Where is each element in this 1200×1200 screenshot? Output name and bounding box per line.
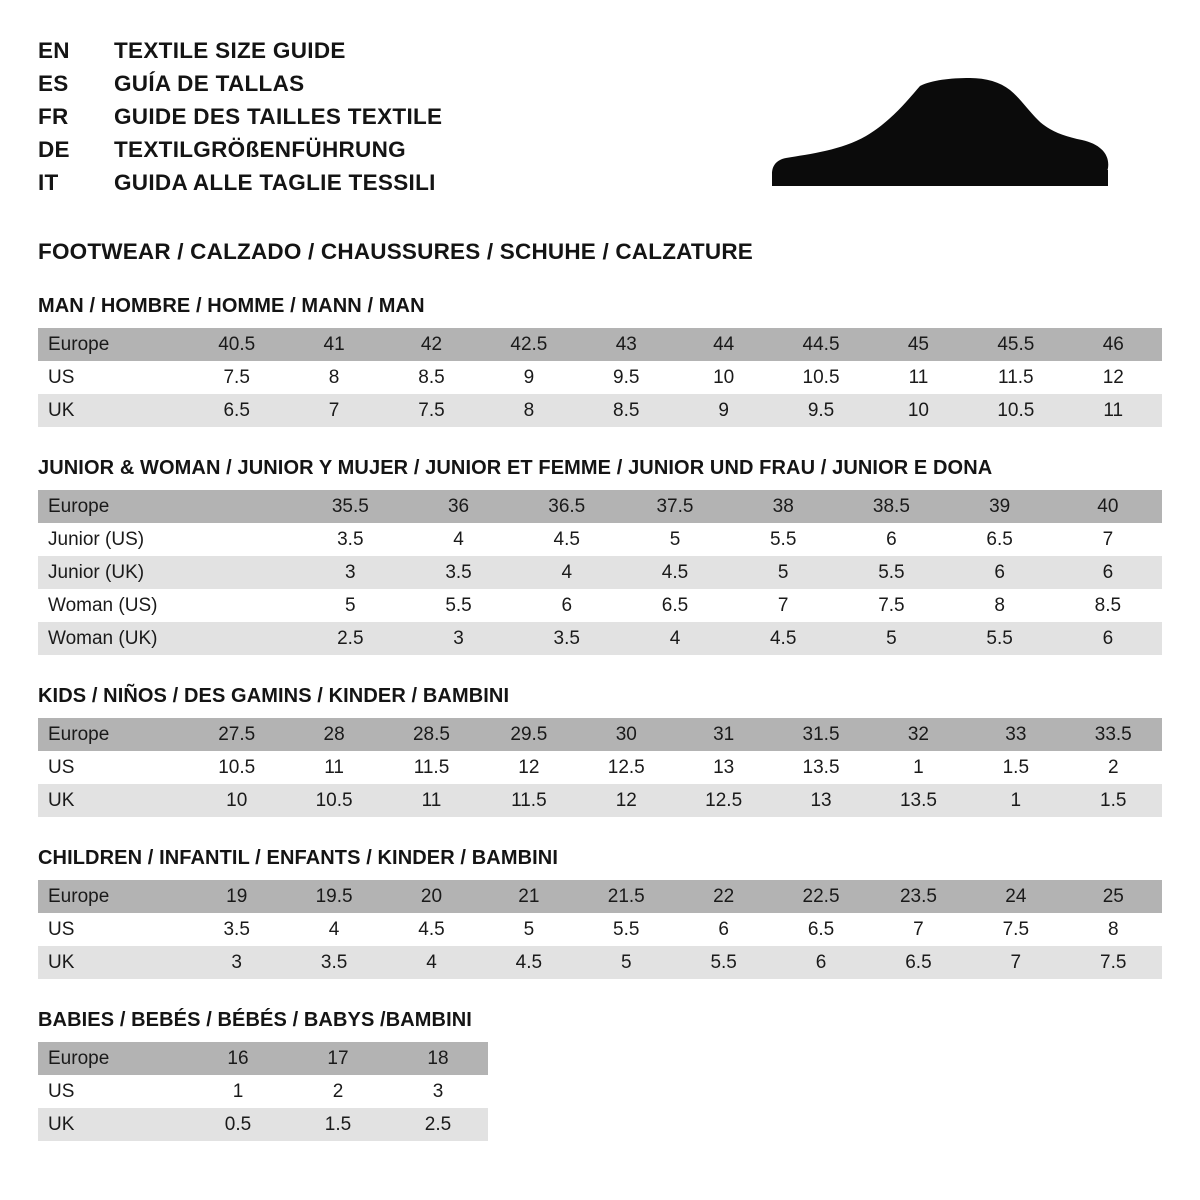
cell: 1	[188, 1075, 288, 1108]
cell: 3.5	[513, 622, 621, 655]
cell: 7.5	[383, 394, 480, 427]
cell: 6	[772, 946, 869, 979]
cell: 6	[837, 523, 945, 556]
cell: 9	[480, 361, 577, 394]
cell: 5	[296, 589, 404, 622]
section-title: CHILDREN / INFANTIL / ENFANTS / KINDER / BAMBINI	[38, 847, 558, 869]
language-code: ES	[38, 71, 69, 96]
cell: 42.5	[480, 328, 577, 361]
cell: 4.5	[621, 556, 729, 589]
language-row	[38, 34, 442, 67]
cell: 37.5	[621, 490, 729, 523]
table-row	[38, 913, 1162, 946]
section-babies	[38, 1009, 1162, 1141]
cell: 2	[288, 1075, 388, 1108]
cell: 4.5	[729, 622, 837, 655]
language-code: IT	[38, 170, 59, 195]
table-row	[38, 1075, 488, 1108]
cell	[188, 523, 296, 556]
table-row	[38, 523, 1162, 556]
cell: 38	[729, 490, 837, 523]
cell: 17	[288, 1042, 388, 1075]
cell: 3	[188, 946, 285, 979]
cell: 4	[404, 523, 512, 556]
cell: 3.5	[404, 556, 512, 589]
row-label: Woman (UK)	[38, 622, 188, 655]
cell: 9	[675, 394, 772, 427]
cell: 10	[870, 394, 967, 427]
cell: 11.5	[967, 361, 1064, 394]
language-title: GUIDA ALLE TAGLIE TESSILI	[114, 170, 436, 195]
cell: 4	[383, 946, 480, 979]
language-title: TEXTILGRÖßENFÜHRUNG	[114, 137, 406, 162]
cell: 24	[967, 880, 1064, 913]
cell: 31	[675, 718, 772, 751]
cell: 6.5	[772, 913, 869, 946]
cell: 7	[870, 913, 967, 946]
row-label: Europe	[38, 880, 188, 913]
cell: 5	[621, 523, 729, 556]
cell: 7.5	[1065, 946, 1162, 979]
table-row	[38, 622, 1162, 655]
cell: 12.5	[675, 784, 772, 817]
cell: 0.5	[188, 1108, 288, 1141]
dress-shoe-icon	[770, 78, 1110, 203]
language-title: TEXTILE SIZE GUIDE	[114, 38, 346, 63]
cell: 38.5	[837, 490, 945, 523]
language-code: FR	[38, 104, 69, 129]
cell: 31.5	[772, 718, 869, 751]
row-label: Europe	[38, 718, 188, 751]
cell: 1.5	[1065, 784, 1162, 817]
cell: 10	[675, 361, 772, 394]
cell: 3	[388, 1075, 488, 1108]
cell: 19	[188, 880, 285, 913]
cell: 41	[285, 328, 382, 361]
cell: 12.5	[578, 751, 675, 784]
cell: 27.5	[188, 718, 285, 751]
cell: 13	[772, 784, 869, 817]
cell: 10	[188, 784, 285, 817]
cell: 3	[296, 556, 404, 589]
cell: 12	[480, 751, 577, 784]
row-label: US	[38, 361, 188, 394]
row-label: US	[38, 751, 188, 784]
cell: 19.5	[285, 880, 382, 913]
cell: 7	[1054, 523, 1162, 556]
cell: 36	[404, 490, 512, 523]
cell: 10.5	[967, 394, 1064, 427]
row-label: US	[38, 913, 188, 946]
cell: 2	[1065, 751, 1162, 784]
cell: 44	[675, 328, 772, 361]
cell: 23.5	[870, 880, 967, 913]
cell	[188, 622, 296, 655]
size-table-man	[38, 328, 1162, 427]
cell: 4	[621, 622, 729, 655]
cell: 3.5	[188, 913, 285, 946]
cell: 4.5	[513, 523, 621, 556]
cell: 11	[383, 784, 480, 817]
cell: 4	[285, 913, 382, 946]
table-row	[38, 1042, 488, 1075]
cell: 40.5	[188, 328, 285, 361]
cell: 1	[967, 784, 1064, 817]
cell: 6	[675, 913, 772, 946]
row-label: Europe	[38, 490, 188, 523]
cell: 5	[729, 556, 837, 589]
cell: 11	[1065, 394, 1162, 427]
cell: 6	[1054, 622, 1162, 655]
cell: 36.5	[513, 490, 621, 523]
language-row	[38, 100, 442, 133]
table-row	[38, 328, 1162, 361]
cell: 6	[513, 589, 621, 622]
cell	[188, 556, 296, 589]
cell: 8	[946, 589, 1054, 622]
cell: 1.5	[288, 1108, 388, 1141]
footwear-heading: FOOTWEAR / CALZADO / CHAUSSURES / SCHUHE / CALZATURE	[38, 239, 753, 264]
table-row	[38, 1108, 488, 1141]
section-title: KIDS / NIÑOS / DES GAMINS / KINDER / BAMBINI	[38, 685, 510, 707]
cell: 21.5	[578, 880, 675, 913]
cell: 7	[729, 589, 837, 622]
cell: 9.5	[772, 394, 869, 427]
cell: 7	[285, 394, 382, 427]
cell: 10.5	[188, 751, 285, 784]
cell: 8.5	[1054, 589, 1162, 622]
cell: 5.5	[578, 913, 675, 946]
cell: 5	[837, 622, 945, 655]
cell: 32	[870, 718, 967, 751]
language-row	[38, 166, 442, 199]
cell: 5	[578, 946, 675, 979]
cell: 35.5	[296, 490, 404, 523]
cell: 13.5	[870, 784, 967, 817]
cell: 4.5	[383, 913, 480, 946]
cell: 10.5	[772, 361, 869, 394]
cell: 2.5	[296, 622, 404, 655]
cell: 45	[870, 328, 967, 361]
cell: 18	[388, 1042, 488, 1075]
cell: 6.5	[946, 523, 1054, 556]
cell: 30	[578, 718, 675, 751]
cell: 5.5	[837, 556, 945, 589]
page-header	[38, 34, 1162, 203]
cell: 5	[480, 913, 577, 946]
language-row	[38, 133, 442, 166]
cell: 11	[870, 361, 967, 394]
cell: 3	[404, 622, 512, 655]
cell: 5.5	[675, 946, 772, 979]
table-row	[38, 556, 1162, 589]
row-label: UK	[38, 946, 188, 979]
language-code: DE	[38, 137, 70, 162]
cell: 22	[675, 880, 772, 913]
table-row	[38, 784, 1162, 817]
cell: 9.5	[578, 361, 675, 394]
language-code: EN	[38, 38, 70, 63]
cell: 7.5	[967, 913, 1064, 946]
cell: 3.5	[285, 946, 382, 979]
cell: 33.5	[1065, 718, 1162, 751]
cell: 28	[285, 718, 382, 751]
table-row	[38, 394, 1162, 427]
cell: 45.5	[967, 328, 1064, 361]
cell: 13.5	[772, 751, 869, 784]
row-label: Junior (UK)	[38, 556, 188, 589]
cell: 10.5	[285, 784, 382, 817]
section-children	[38, 847, 1162, 979]
table-row	[38, 946, 1162, 979]
cell: 29.5	[480, 718, 577, 751]
cell: 11.5	[383, 751, 480, 784]
cell: 11	[285, 751, 382, 784]
size-table-kids	[38, 718, 1162, 817]
cell: 12	[578, 784, 675, 817]
row-label: Junior (US)	[38, 523, 188, 556]
cell: 6	[946, 556, 1054, 589]
language-row	[38, 67, 442, 100]
row-label: UK	[38, 1108, 188, 1141]
cell: 1	[870, 751, 967, 784]
cell: 7.5	[837, 589, 945, 622]
section-man	[38, 295, 1162, 427]
cell: 6.5	[621, 589, 729, 622]
size-table-children	[38, 880, 1162, 979]
cell: 16	[188, 1042, 288, 1075]
cell: 21	[480, 880, 577, 913]
language-title-list	[38, 34, 442, 199]
cell: 46	[1065, 328, 1162, 361]
table-row	[38, 751, 1162, 784]
cell: 4	[513, 556, 621, 589]
row-label: UK	[38, 394, 188, 427]
cell: 6	[1054, 556, 1162, 589]
cell: 20	[383, 880, 480, 913]
cell: 11.5	[480, 784, 577, 817]
section-title: JUNIOR & WOMAN / JUNIOR Y MUJER / JUNIOR ET FEMME / JUNIOR UND FRAU / JUNIOR E DONA	[38, 457, 993, 479]
cell	[188, 589, 296, 622]
cell: 42	[383, 328, 480, 361]
table-row	[38, 361, 1162, 394]
cell: 1.5	[967, 751, 1064, 784]
cell: 5.5	[404, 589, 512, 622]
language-title: GUÍA DE TALLAS	[114, 71, 305, 96]
cell: 6.5	[188, 394, 285, 427]
cell: 8	[1065, 913, 1162, 946]
cell: 8	[480, 394, 577, 427]
cell: 7.5	[188, 361, 285, 394]
table-row	[38, 880, 1162, 913]
cell: 2.5	[388, 1108, 488, 1141]
section-junior-woman	[38, 457, 1162, 655]
table-row	[38, 718, 1162, 751]
cell: 13	[675, 751, 772, 784]
cell: 44.5	[772, 328, 869, 361]
row-label: Europe	[38, 328, 188, 361]
language-title: GUIDE DES TAILLES TEXTILE	[114, 104, 443, 129]
cell	[188, 490, 296, 523]
cell: 4.5	[480, 946, 577, 979]
cell: 7	[967, 946, 1064, 979]
cell: 8.5	[578, 394, 675, 427]
row-label: Woman (US)	[38, 589, 188, 622]
cell: 22.5	[772, 880, 869, 913]
cell: 28.5	[383, 718, 480, 751]
cell: 5.5	[729, 523, 837, 556]
cell: 40	[1054, 490, 1162, 523]
size-table-babies	[38, 1042, 488, 1141]
cell: 39	[946, 490, 1054, 523]
row-label: Europe	[38, 1042, 188, 1075]
section-title: BABIES / BEBÉS / BÉBÉS / BABYS /BAMBINI	[38, 1009, 472, 1031]
cell: 43	[578, 328, 675, 361]
cell: 12	[1065, 361, 1162, 394]
table-row	[38, 589, 1162, 622]
cell: 6.5	[870, 946, 967, 979]
cell: 3.5	[296, 523, 404, 556]
row-label: US	[38, 1075, 188, 1108]
cell: 5.5	[946, 622, 1054, 655]
cell: 33	[967, 718, 1064, 751]
cell: 25	[1065, 880, 1162, 913]
table-row	[38, 490, 1162, 523]
cell: 8.5	[383, 361, 480, 394]
section-kids	[38, 685, 1162, 817]
section-title: MAN / HOMBRE / HOMME / MANN / MAN	[38, 295, 425, 317]
row-label: UK	[38, 784, 188, 817]
cell: 8	[285, 361, 382, 394]
size-table-junior-woman	[38, 490, 1162, 655]
